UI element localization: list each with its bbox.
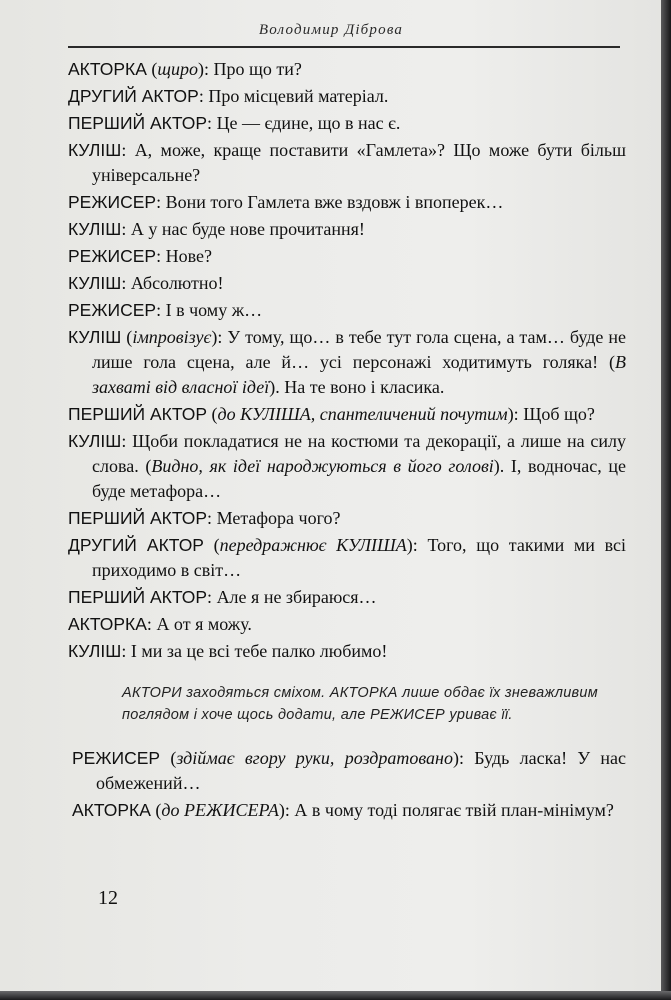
dialogue-line: АКТОРКА (щиро): Про що ти? [68,59,302,79]
page-bottom-shadow [0,991,671,1000]
page-edge-shadow [661,0,671,1000]
dialogue-line: ПЕРШИЙ АКТОР: Це — єдине, що в нас є. [68,113,401,133]
dialogue-line: ПЕРШИЙ АКТОР: Але я не збираюся… [68,587,377,607]
dialogue-line: КУЛІШ: І ми за це всі тебе палко любимо! [68,641,388,661]
dialogue-line: АКТОРКА: А от я можу. [68,614,252,634]
page-number: 12 [98,887,118,909]
play-text-continued [72,746,626,823]
dialogue-line: РЕЖИСЕР: І в чому ж… [68,300,263,320]
dialogue-line: ДРУГИЙ АКТОР (передражнює КУЛІША): Того, що такими ми всі приходимо в світ… [68,535,626,580]
dialogue-line: КУЛІШ: А, може, краще поставити «Гамлета»? Що може бути більш універсальне? [68,140,626,185]
dialogue-line: КУЛІШ (імпровізує): У тому, що… в тебе тут гола сцена, а там… буде не лише гола сцена, але й… усі персонажі ходитимуть голяка! (В захваті від власної ідеї). На те воно і класика. [68,327,626,397]
dialogue-line: ПЕРШИЙ АКТОР (до КУЛІША, спантеличений почутим): Щоб що? [68,404,595,424]
header-rule [68,46,620,48]
play-text [68,57,626,825]
stage-direction: АКТОРИ заходяться сміхом. АКТОРКА лише обдає їх зневажливим поглядом і хоче щось додати, але РЕЖИСЕР уриває її. [122,685,599,723]
dialogue-line: РЕЖИСЕР: Нове? [68,246,212,266]
dialogue-line: РЕЖИСЕР (здіймає вгору руки, роздратовано): Будь ласка! У нас обмежений… [72,748,626,793]
dialogue-line: РЕЖИСЕР: Вони того Гамлета вже вздовж і впоперек… [68,192,504,212]
dialogue-line: ПЕРШИЙ АКТОР: Метафора чого? [68,508,341,528]
dialogue-line: КУЛІШ: А у нас буде нове прочитання! [68,219,365,239]
dialogue-line: КУЛІШ: Абсолютно! [68,273,224,293]
dialogue-line: КУЛІШ: Щоби покладатися не на костюми та декорації, а лише на силу слова. (Видно, як ідеї народжуються в його голові). І, водночас, це буде метафора… [68,431,626,501]
dialogue-line: АКТОРКА (до РЕЖИСЕРА): А в чому тоді полягає твій план-мінімум? [72,800,614,820]
dialogue-line: ДРУГИЙ АКТОР: Про місцевий матеріал. [68,86,389,106]
running-head: Володимир Діброва [258,22,404,38]
